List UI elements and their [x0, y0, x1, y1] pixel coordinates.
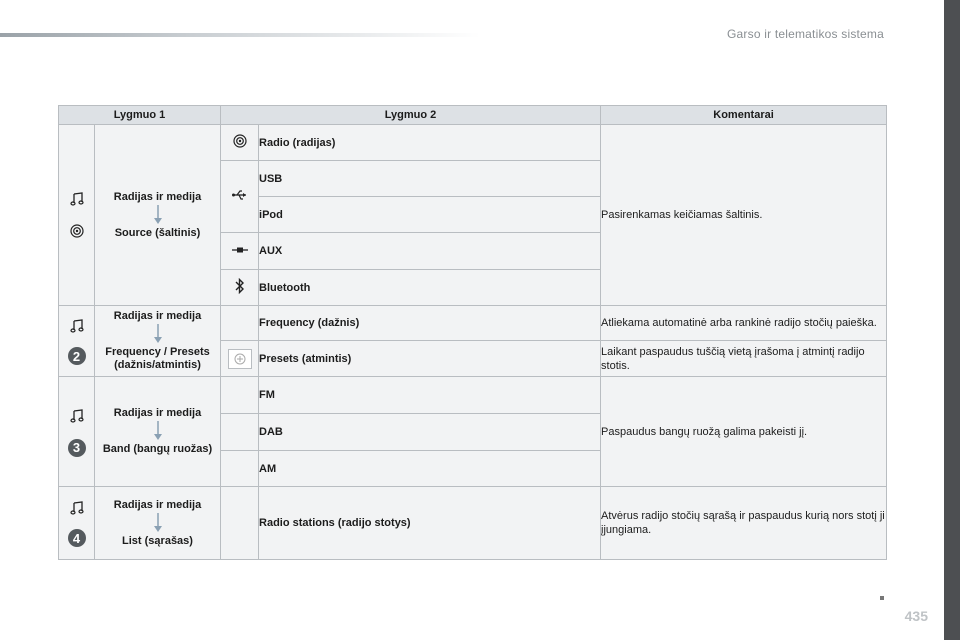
table-row — [59, 377, 887, 414]
settings-table — [58, 105, 887, 560]
am-icon-cell — [221, 451, 259, 487]
level2-dab[interactable]: DAB — [259, 414, 601, 451]
arrow-down-icon — [154, 421, 162, 441]
group2-level1-bottom: Frequency / Presets (dažnis/atmintis) — [105, 346, 210, 371]
aux-icon-cell — [221, 233, 259, 270]
music-note-icon — [68, 190, 86, 208]
aux-jack-icon — [232, 245, 248, 255]
table-row — [59, 125, 887, 161]
fm-icon-cell — [221, 377, 259, 414]
music-note-icon — [68, 407, 86, 425]
music-note-icon — [68, 499, 86, 517]
level2-am[interactable]: AM — [259, 451, 601, 487]
arrow-down-icon — [154, 324, 162, 344]
header-accent-bar — [0, 33, 480, 37]
dab-icon-cell — [221, 414, 259, 451]
radio-icon-cell — [221, 125, 259, 161]
level2-ipod[interactable]: iPod — [259, 197, 601, 233]
bluetooth-icon — [235, 278, 245, 294]
level2-presets[interactable]: Presets (atmintis) — [259, 341, 601, 377]
level2-bluetooth[interactable]: Bluetooth — [259, 270, 601, 306]
usb-icon-cell — [221, 161, 259, 233]
usb-icon — [232, 189, 248, 201]
group3-comment: Paspaudus bangų ruožą galima pakeisti jį. — [601, 377, 887, 487]
step-badge-2: 2 — [68, 347, 86, 365]
level2-radio-stations[interactable]: Radio stations (radijo stotys) — [259, 487, 601, 560]
group4-level1-bottom: List (sąrašas) — [122, 534, 193, 547]
group3-icons — [59, 377, 95, 487]
bluetooth-icon-cell — [221, 270, 259, 306]
page-header-title: Garso ir telematikos sistema — [727, 27, 884, 41]
arrow-down-icon — [154, 205, 162, 225]
step-badge-3: 3 — [68, 439, 86, 457]
group4-comment: Atvėrus radijo stočių sąrašą ir paspaudus kurią nors stotį ji įjungiama. — [601, 487, 887, 560]
level2-aux[interactable]: AUX — [259, 233, 601, 270]
group4-icons — [59, 487, 95, 560]
table-row — [59, 306, 887, 341]
group2-level1-top: Radijas ir medija — [113, 310, 202, 322]
preset-add-icon — [228, 349, 252, 369]
group3-level1-top: Radijas ir medija — [113, 407, 202, 419]
group2-level1 — [95, 306, 221, 377]
level2-fm[interactable]: FM — [259, 377, 601, 414]
group2-icons — [59, 306, 95, 377]
group4-level1-top: Radijas ir medija — [113, 498, 202, 511]
column-header-comments: Komentarai — [601, 106, 887, 125]
table-row — [59, 487, 887, 560]
group4-level1 — [95, 487, 221, 560]
frequency-icon-cell — [221, 306, 259, 341]
frequency-comment: Atliekama automatinė arba rankinė radijo stočių paieška. — [601, 306, 887, 341]
level2-frequency[interactable]: Frequency (dažnis) — [259, 306, 601, 341]
group1-level1 — [95, 125, 221, 306]
level2-radio[interactable]: Radio (radijas) — [259, 125, 601, 161]
group1-level1-bottom: Source (šaltinis) — [114, 226, 201, 239]
radio-icon — [233, 134, 247, 148]
column-header-level2: Lygmuo 2 — [221, 106, 601, 125]
radio-signal-icon — [68, 222, 86, 240]
side-stripe — [944, 0, 960, 640]
group3-level1 — [95, 377, 221, 487]
group1-icons — [59, 125, 95, 306]
group3-level1-bottom: Band (bangų ruožas) — [102, 443, 213, 455]
music-note-icon — [68, 317, 86, 335]
group1-level1-top: Radijas ir medija — [113, 190, 202, 203]
list-icon-cell — [221, 487, 259, 560]
arrow-down-icon — [154, 513, 162, 533]
level2-usb[interactable]: USB — [259, 161, 601, 197]
table-header-row — [59, 106, 887, 125]
page-marker — [880, 596, 884, 600]
page-number: 435 — [904, 608, 928, 624]
column-header-level1: Lygmuo 1 — [59, 106, 221, 125]
presets-comment: Laikant paspaudus tuščią vietą įrašoma į atmintį radijo stotis. — [601, 341, 887, 377]
presets-icon-cell — [221, 341, 259, 377]
step-badge-4: 4 — [68, 529, 86, 547]
group1-comment: Pasirenkamas keičiamas šaltinis. — [601, 125, 887, 306]
